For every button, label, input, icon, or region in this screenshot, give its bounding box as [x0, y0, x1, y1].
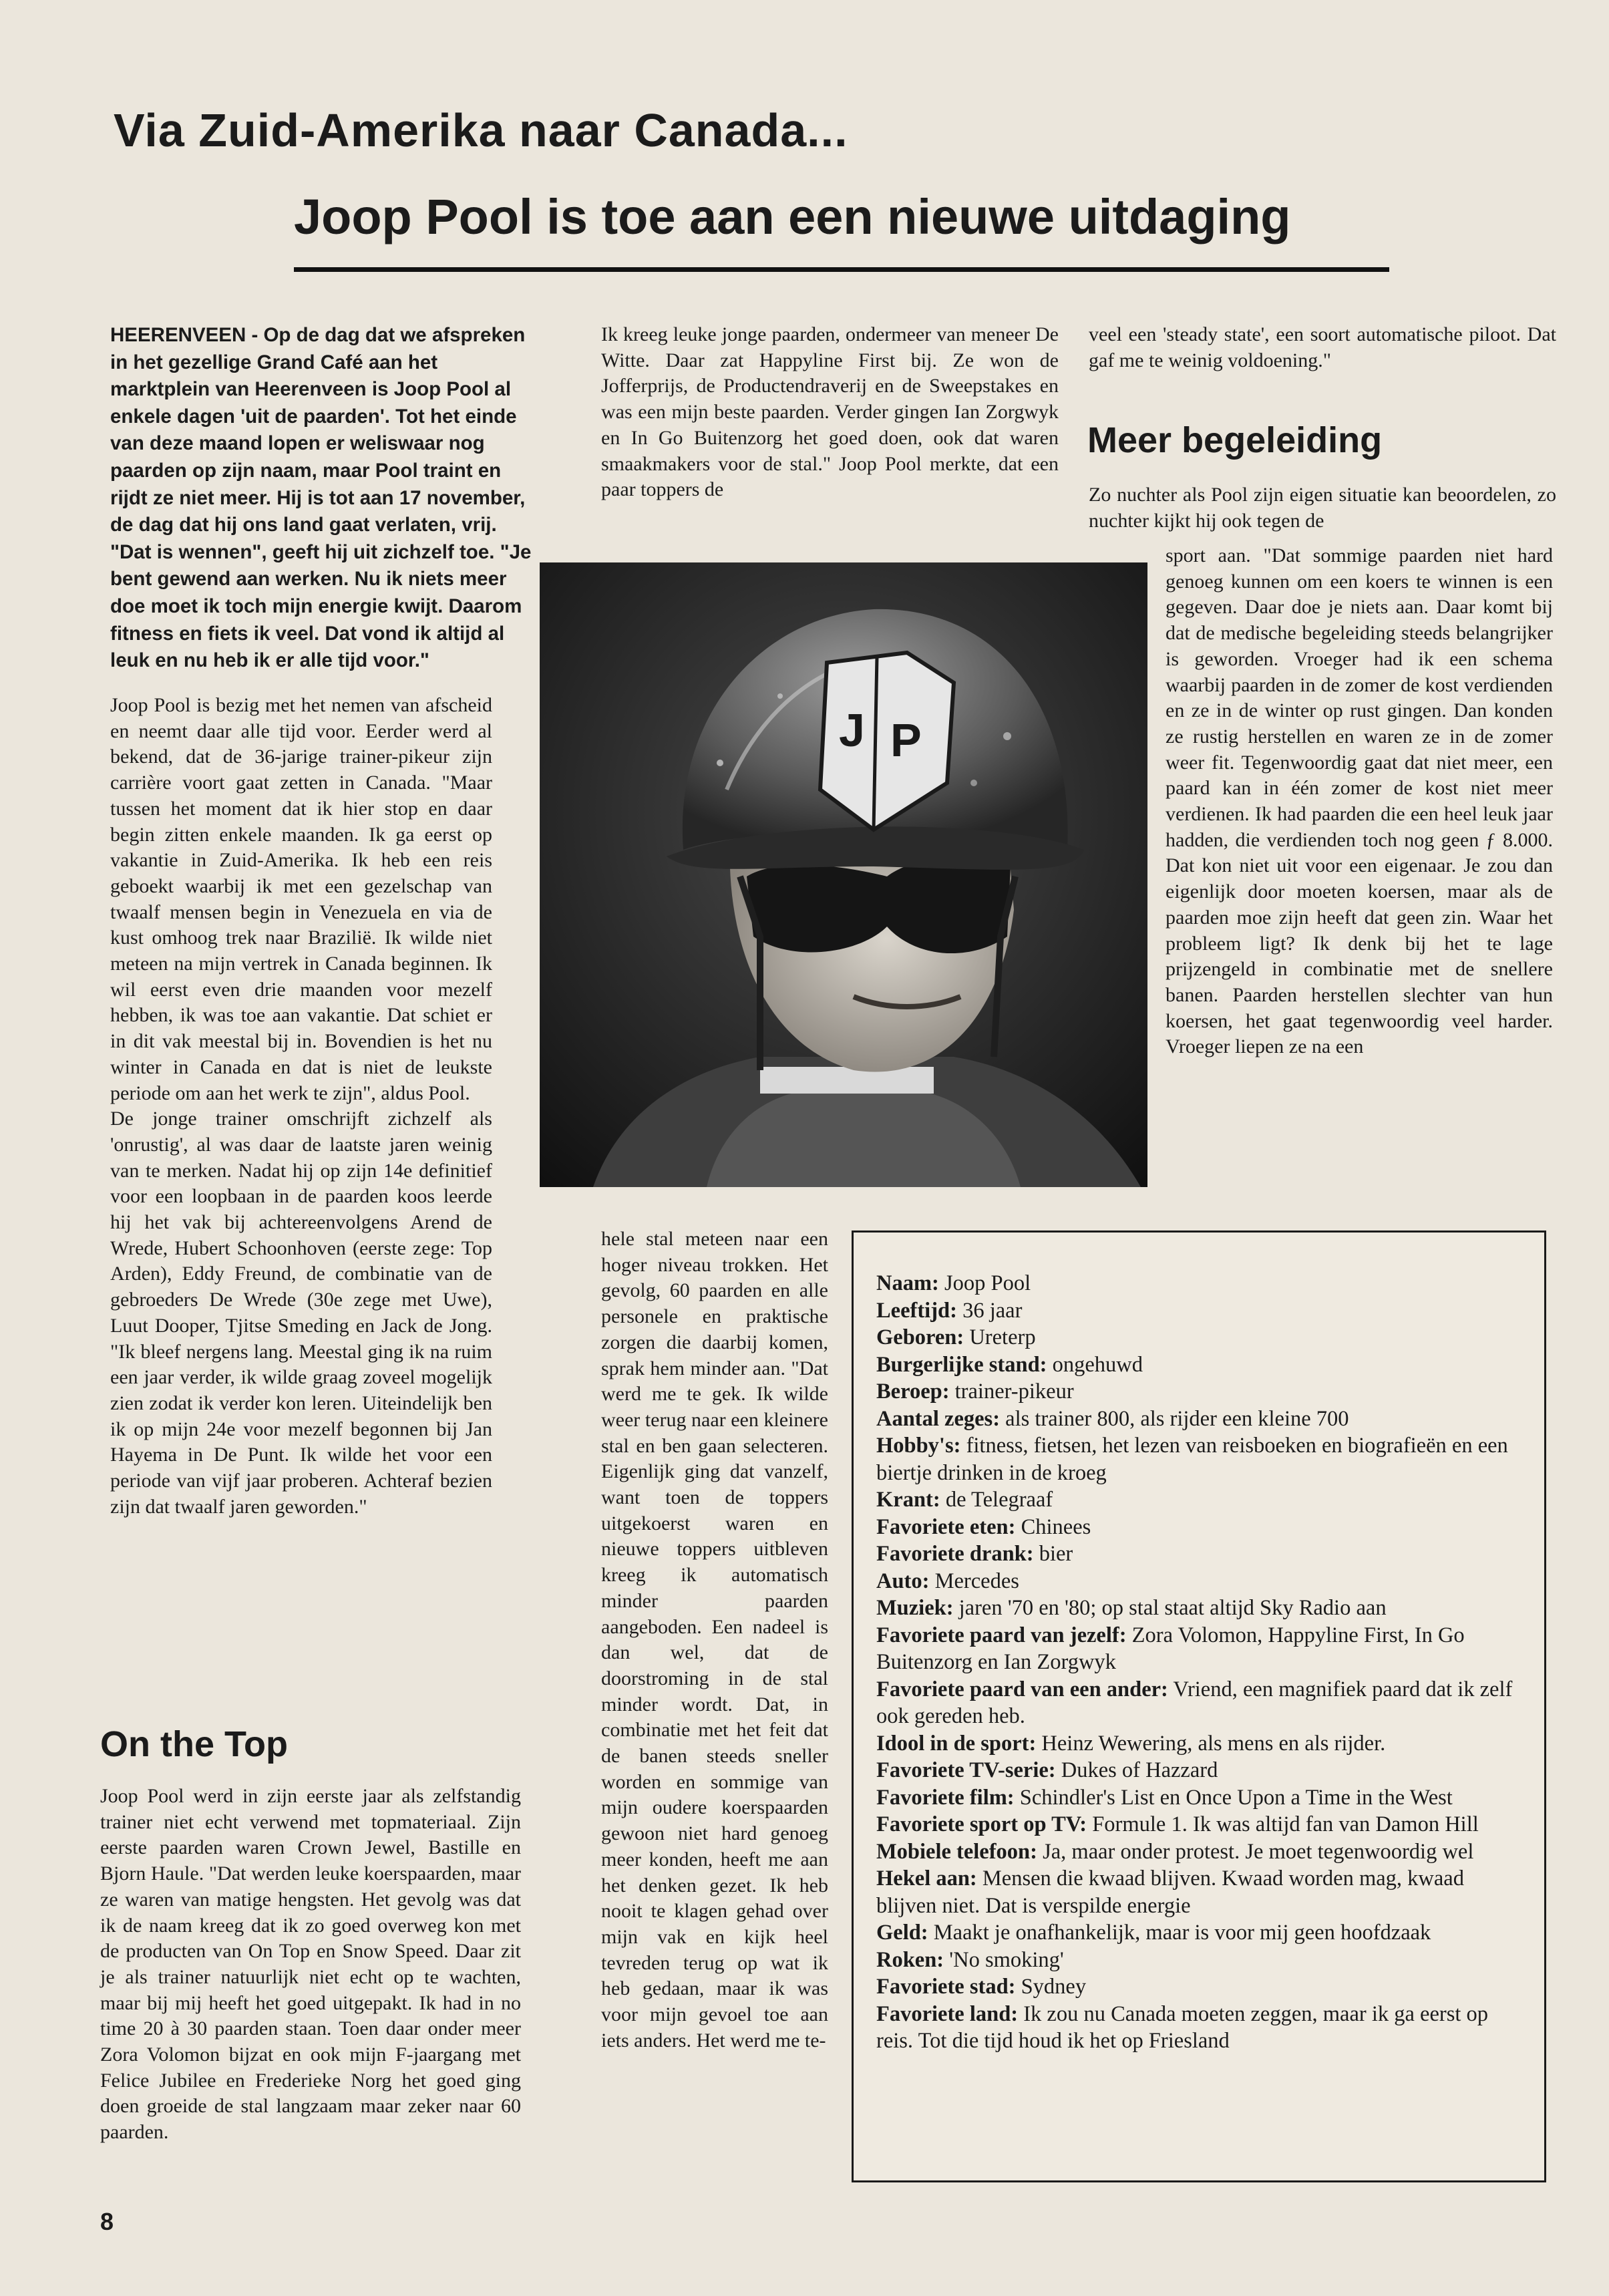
page-number: 8 — [100, 2208, 114, 2235]
fact-label: Favoriete paard van een ander: — [876, 1677, 1168, 1701]
fact-label: Favoriete sport op TV: — [876, 1812, 1087, 1836]
fact-label: Muziek: — [876, 1596, 954, 1620]
headline-rule — [294, 267, 1389, 272]
body-paragraph: sport aan. "Dat sommige paarden niet hard genoeg kunnen om een koers te winnen is een gegeven. Daar doe je niets aan. Daar komt bij dat de medische begeleiding steeds belangrijker is geworden. Vroeger had ik een schema waarbij paarden in de zomer de kost verdienden en ze in de winter op rust gingen. Dan konden ze rustig herstellen en waren ze in de zomer weer fit. Tegenwoordig gaat dat niet meer, een paard kan in één zomer de kost niet meer verdienen. Ik had paarden die een heel leuk jaar hadden, die verdienden toch nog geen ƒ 8.000. Dat kon niet uit voor een eigenaar. Je zou dan eigenlijk door moeten koersen, maar als de paarden moe zijn heeft dat geen zin. Waar het probleem ligt? Ik denk bij het te lage prijzengeld in combinatie met de snellere banen. Paarden herstellen slechter van hun koersen, het gaat tegenwoordig veel harder. Vroeger liepen ze na een — [1166, 544, 1553, 1058]
article-lead: HEERENVEEN - Op de dag dat we afspreken in het gezellige Grand Café aan het marktplein van Heerenveen is Joop Pool al enkele dagen 'uit de paarden'. Tot het einde van deze maand lopen er weliswaar nog paarden op zijn naam, maar Pool traint en rijdt ze niet meer. Hij is tot aan 17 november, de dag dat hij ons land gaat verlaten, vrij. "Dat is wennen", geeft hij uit zichzelf toe. "Je bent gewend aan werken. Nu ik niets meer doe moet ik toch mijn energie kwijt. Daarom fitness en fiets ik veel. Dat vond ik altijd al leuk en nu heb ik er alle tijd voor." — [110, 324, 532, 672]
fact-value: Schindler's List en Once Upon a Time in the West — [1014, 1785, 1453, 1810]
fact-row — [876, 1730, 1522, 1758]
fact-label: Favoriete stad: — [876, 1975, 1016, 1999]
fact-value: Ik zou nu Canada moeten zeggen, maar ik ga eerst op reis. Tot die tijd houd ik het op Friesland — [876, 2001, 1489, 2053]
fact-label: Hobby's: — [876, 1434, 961, 1458]
helmet-letter-p: P — [890, 714, 922, 766]
body-column-right-bottom — [1166, 543, 1553, 1060]
body-paragraph: Zo nuchter als Pool zijn eigen situatie kan beoordelen, zo nuchter kijkt hij ook tegen de — [1089, 484, 1556, 532]
body-paragraph: De jonge trainer omschrijft zichzelf als 'onrustig', al was daar de laatste jaren weinig van te merken. Nadat hij op zijn 14e definitief voor een loopbaan in de paarden koos leerde hij het vak bij achtereenvolgens Arend de Wrede, Hubert Schoonhoven (eerste zege: Top Arden), Eddy Freund, de combinatie van de gebroeders De Wrede (30e zege met Uwe), Luut Dooper, Tjitse Smeding en Jack de Jong. "Ik bleef nergens lang. Meestal ging ik na ruim een jaar verder, ik wilde graag zoveel mogelijk zien zodat ik verder kon leren. Uiteindelijk ben ik op mijn 24e voor mezelf begonnen bij Jan Hayema in De Punt. Ik wilde het voor een periode van vijf jaar proberen. Achteraf bezien zijn dat twaalf jaren geworden." — [110, 1108, 492, 1518]
fact-value: jaren '70 en '80; op stal staat altijd Sky Radio aan — [953, 1596, 1387, 1620]
fact-label: Favoriete film: — [876, 1785, 1015, 1810]
body-paragraph: veel een 'steady state', een soort automatische piloot. Dat gaf me te weinig voldoening." — [1089, 323, 1556, 371]
fact-value: Zora Volomon, Happyline First, In Go Buitenzorg en Ian Zorgwyk — [876, 1623, 1465, 1674]
fact-value: Mensen die kwaad blijven. Kwaad worden mag, kwaad blijven niet. Dat is verspilde energie — [876, 1866, 1464, 1918]
profile-fact-box — [852, 1231, 1546, 2182]
fact-value: ongehuwd — [1047, 1352, 1143, 1377]
fact-value: als trainer 800, als rijder een kleine 700 — [1000, 1406, 1349, 1431]
fact-row — [876, 1486, 1522, 1514]
fact-label: Roken: — [876, 1947, 944, 1972]
fact-label: Krant: — [876, 1488, 940, 1512]
fact-row — [876, 1432, 1522, 1486]
fact-row — [876, 1406, 1522, 1433]
fact-row — [876, 1784, 1522, 1812]
subhead-on-the-top: On the Top — [100, 1724, 288, 1764]
fact-label: Favoriete eten: — [876, 1514, 1016, 1539]
fact-value: Ureterp — [964, 1325, 1036, 1349]
body-column-right-continued — [1089, 482, 1556, 534]
fact-value: Dukes of Hazzard — [1055, 1758, 1218, 1782]
fact-row — [876, 1838, 1522, 1866]
fact-value: 36 jaar — [956, 1298, 1023, 1323]
fact-value: Vriend, een magnifiek paard dat ik zelf ook gereden heb. — [876, 1677, 1513, 1728]
fact-label: Aantal zeges: — [876, 1406, 1001, 1431]
driver-portrait-image — [540, 562, 1147, 1187]
body-column-middle-bottom — [601, 1226, 828, 2054]
fact-value: Heinz Wewering, als mens en als rijder. — [1036, 1731, 1386, 1756]
fact-value: Formule 1. Ik was altijd fan van Damon Hill — [1087, 1812, 1479, 1836]
subhead-meer-begeleiding: Meer begeleiding — [1087, 420, 1383, 460]
body-paragraph: Joop Pool werd in zijn eerste jaar als zelfstandig trainer niet echt verwend met topmateriaal. Zijn eerste paarden waren Crown Jewel, Bastille en Bjorn Haule. "Dat werden leuke koerspaarden, maar ze waren van matige hengsten. Het gevolg was dat ik de naam kreeg dat ik zo goed overweg kon met de producten van On Top en Snow Speed. Daar zit je als trainer natuurlijk niet echt op te wachten, maar bij mij heeft het goed uitgepakt. Ik had in no time 20 à 30 paarden staan. Toen daar onder meer Zora Volomon bijzat en ook mijn F-jaargang met Felice Jubilee en Frederieke Norg het goed ging doen groeide de stal langzaam maar zeker naar 60 paarden. — [100, 1785, 521, 2144]
body-column-right — [1089, 322, 1556, 373]
fact-row — [876, 1947, 1522, 1974]
fact-value: Sydney — [1015, 1975, 1087, 1999]
fact-value: Joop Pool — [938, 1271, 1031, 1295]
fact-row — [876, 1973, 1522, 2001]
fact-value: 'No smoking' — [944, 1947, 1064, 1972]
fact-row — [876, 1297, 1522, 1325]
fact-row — [876, 1595, 1522, 1622]
fact-row — [876, 1676, 1522, 1730]
fact-row — [876, 1811, 1522, 1838]
fact-value: trainer-pikeur — [949, 1379, 1074, 1404]
fact-label: Mobiele telefoon: — [876, 1839, 1037, 1864]
body-column-left-bottom — [100, 1784, 521, 2146]
article-headline: Joop Pool is toe aan een nieuwe uitdaging — [294, 189, 1291, 244]
body-paragraph: Joop Pool is bezig met het nemen van afscheid en neemt daar alle tijd voor. Eerder werd al bekend, dat de 36-jarige trainer-pikeur zijn carrière voort gaat zetten in Canada. "Maar tussen het moment dat ik hier stop en daar begin zitten enkele maanden. Ik ga eerst op vakantie in Zuid-Amerika. Ik heb een reis geboekt waarbij ik met een gezelschap van twaalf mensen begin in Venezuela en via de kust omhoog trek naar Brazilië. Ik wilde niet meteen na mijn vertrek in Canada beginnen. Ik wil eerst even drie maanden voor mezelf hebben, ik was toe aan vakantie. Dat schiet er in dit vak meestal bij in. Bovendien is het nu winter in Canada en dat is niet de leukste periode om aan het werk te zijn", aldus Pool. — [110, 694, 492, 1104]
body-paragraph: hele stal meteen naar een hoger niveau trokken. Het gevolg, 60 paarden en alle personele en praktische zorgen die daarbij komen, sprak hem minder aan. "Dat werd me te gek. Ik wilde weer terug naar een kleinere stal en ben gaan selecteren. Eigenlijk ging dat vanzelf, want toen de toppers uitgekoerst waren en nieuwe toppers uitbleven kreeg ik automatisch minder paarden aangeboden. Een nadeel is dan wel, dat de doorstroming in de stal minder wordt. Dat, in combinatie met het feit dat de banen steeds sneller worden en sommige van mijn oudere koerspaarden gewoon niet hard genoeg meer konden, heeft me aan het denken gezet. Ik heb nooit te klagen gehad over mijn vak en kijk heel tevreden terug op wat ik heb gedaan, maar ik was voor mijn gevoel toe aan iets anders. Het werd me te- — [601, 1228, 828, 2052]
fact-row — [876, 1865, 1522, 1919]
fact-row — [876, 1757, 1522, 1784]
body-column-left — [110, 693, 492, 1520]
fact-list — [876, 1270, 1522, 2055]
fact-row — [876, 1622, 1522, 1676]
fact-value: fitness, fietsen, het lezen van reisboeken en biografieën en een biertje drinken in de kroeg — [876, 1434, 1508, 1485]
fact-label: Geld: — [876, 1921, 928, 1945]
fact-value: Chinees — [1015, 1514, 1091, 1539]
fact-label: Idool in de sport: — [876, 1731, 1037, 1756]
body-column-middle — [601, 322, 1059, 503]
fact-value: Mercedes — [929, 1569, 1019, 1593]
fact-label: Burgerlijke stand: — [876, 1352, 1047, 1377]
fact-label: Geboren: — [876, 1325, 964, 1349]
fact-row — [876, 1540, 1522, 1568]
fact-label: Favoriete paard van jezelf: — [876, 1623, 1127, 1647]
fact-row — [876, 1324, 1522, 1351]
portrait-photo — [540, 562, 1147, 1187]
fact-row — [876, 1568, 1522, 1595]
fact-label: Beroep: — [876, 1379, 950, 1404]
fact-value: bier — [1033, 1542, 1073, 1566]
fact-value: de Telegraaf — [940, 1488, 1053, 1512]
fact-label: Leeftijd: — [876, 1298, 957, 1323]
fact-label: Favoriete land: — [876, 2001, 1019, 2026]
fact-label: Naam: — [876, 1271, 939, 1295]
fact-label: Favoriete TV-serie: — [876, 1758, 1056, 1782]
fact-row — [876, 1270, 1522, 1297]
article-overline: Via Zuid-Amerika naar Canada... — [114, 104, 848, 156]
fact-row — [876, 1919, 1522, 1947]
fact-row — [876, 2001, 1522, 2055]
fact-row — [876, 1514, 1522, 1541]
body-paragraph: Ik kreeg leuke jonge paarden, ondermeer van meneer De Witte. Daar zat Happyline First bij. Ze won de Jofferprijs, de Productendraverij en de Sweepstakes en was een mijn beste paarden. Verder gingen Ian Zorgwyk en In Go Buitenzorg het goed doen, ook dat waren smaakmakers voor de stal." Joop Pool merkte, dat een paar toppers de — [601, 323, 1059, 501]
helmet-letter-j: J — [839, 704, 865, 756]
fact-label: Favoriete drank: — [876, 1542, 1034, 1566]
fact-label: Hekel aan: — [876, 1866, 977, 1891]
fact-row — [876, 1351, 1522, 1379]
fact-label: Auto: — [876, 1569, 930, 1593]
fact-value: Ja, maar onder protest. Je moet tegenwoordig wel — [1037, 1839, 1474, 1864]
fact-value: Maakt je onafhankelijk, maar is voor mij geen hoofdzaak — [928, 1921, 1431, 1945]
fact-row — [876, 1378, 1522, 1406]
